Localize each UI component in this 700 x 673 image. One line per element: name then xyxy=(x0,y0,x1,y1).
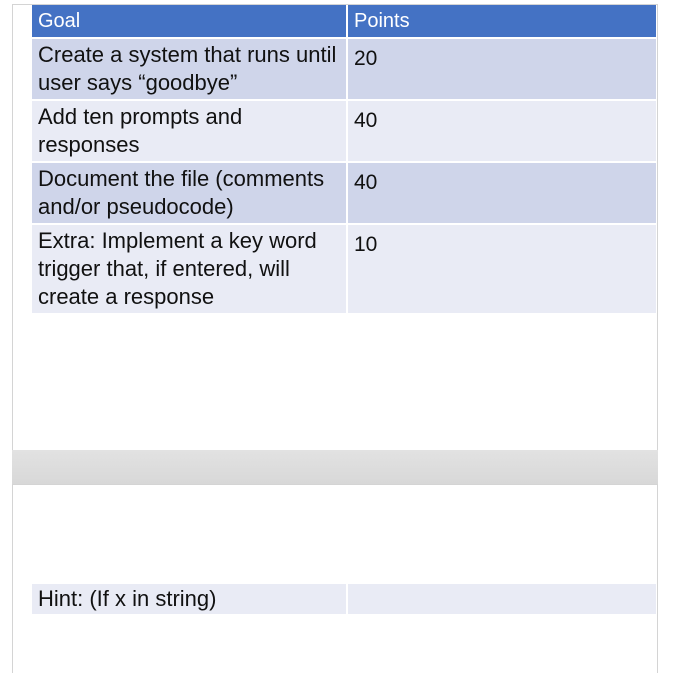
points-cell: 40 xyxy=(347,162,656,224)
table-row xyxy=(32,100,656,162)
points-cell: 40 xyxy=(347,100,656,162)
hint-row xyxy=(32,584,656,614)
goal-column-header: Goal xyxy=(32,5,347,38)
slide-bottom xyxy=(12,484,658,673)
table-row xyxy=(32,162,656,224)
table-row xyxy=(32,224,656,313)
points-column-header: Points xyxy=(347,5,656,38)
slide-separator xyxy=(12,450,658,484)
hint-points-cell xyxy=(347,584,656,614)
rubric-table xyxy=(32,5,656,313)
goal-cell: Add ten prompts and responses xyxy=(32,100,347,162)
rubric-header-row xyxy=(32,5,656,38)
points-cell: 20 xyxy=(347,38,656,100)
hint-text: Hint: (If x in string) xyxy=(32,584,347,614)
table-row xyxy=(32,38,656,100)
goal-cell: Extra: Implement a key word trigger that, if entered, will create a response xyxy=(32,224,347,313)
goal-cell: Document the file (comments and/or pseudocode) xyxy=(32,162,347,224)
hint-table xyxy=(32,584,656,614)
points-cell: 10 xyxy=(347,224,656,313)
goal-cell: Create a system that runs until user says “goodbye” xyxy=(32,38,347,100)
